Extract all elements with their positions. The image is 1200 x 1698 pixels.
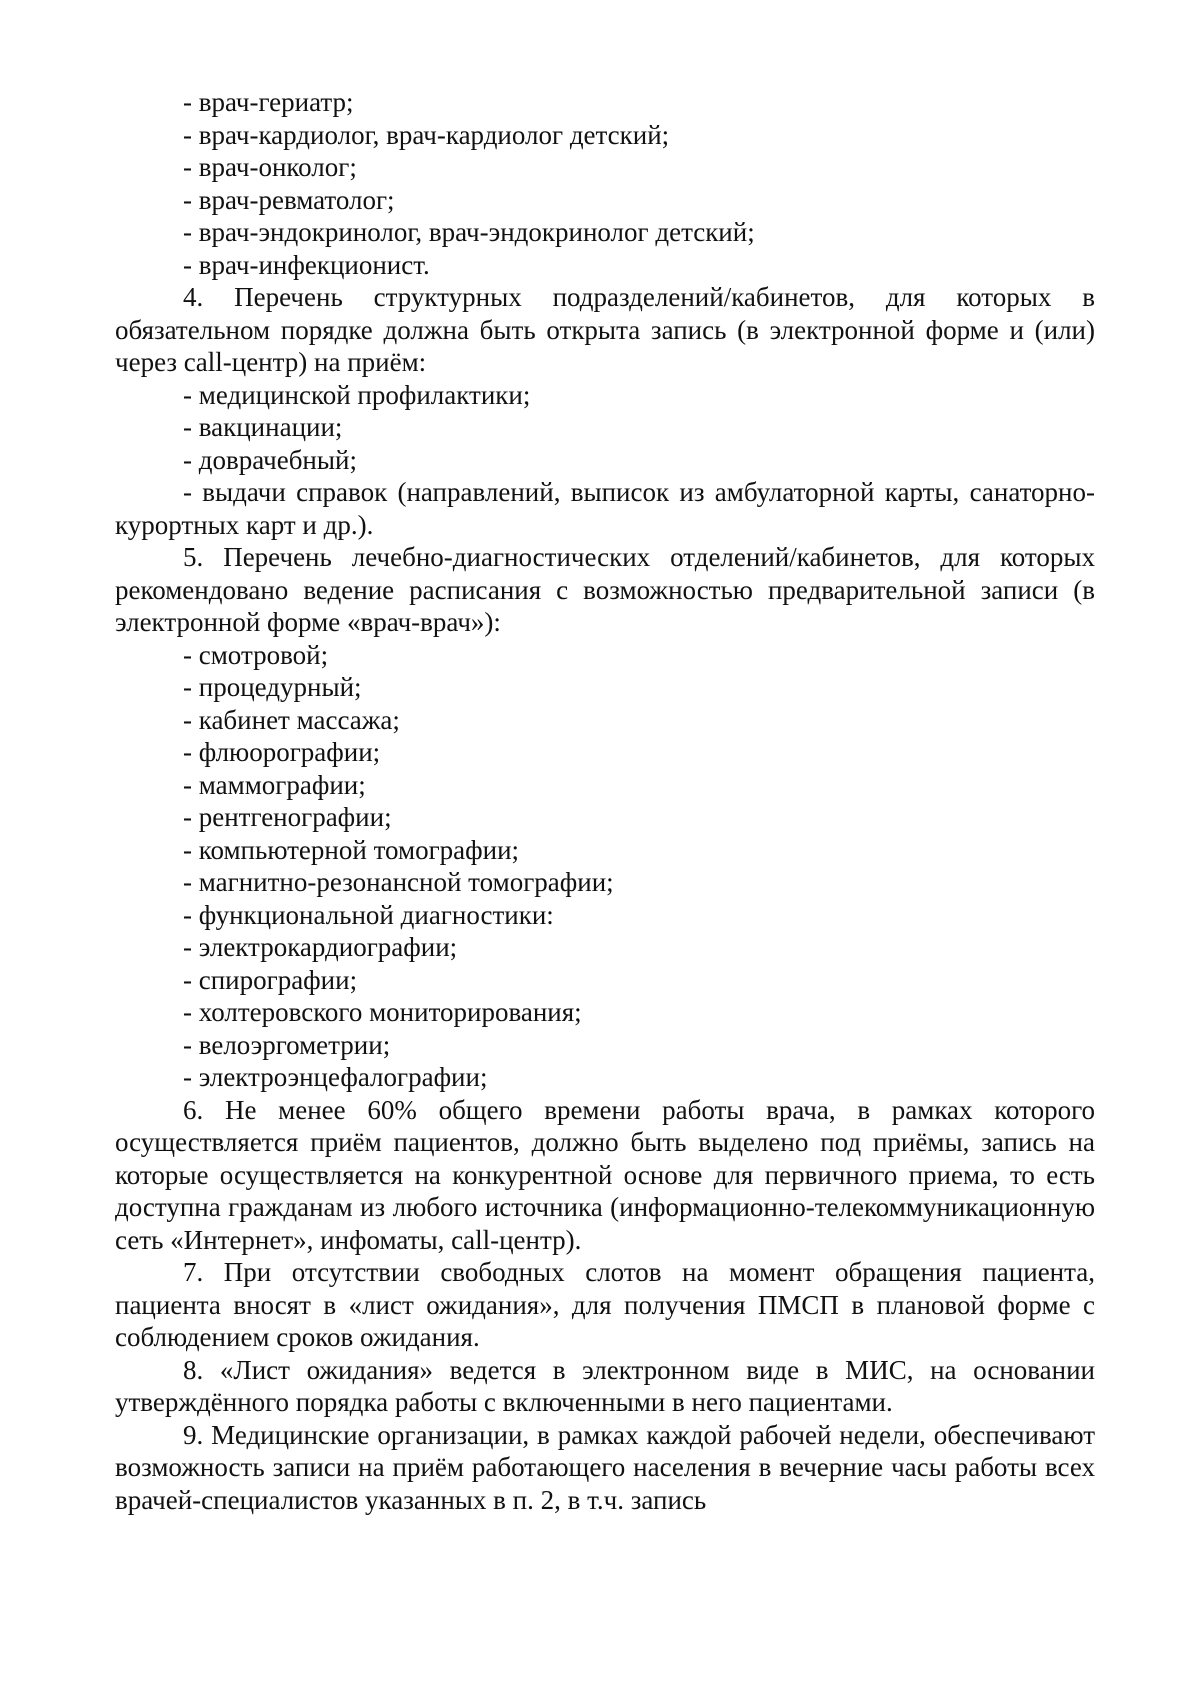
document-page — [115, 86, 1095, 1516]
paragraph-5: 5. Перечень лечебно-диагностических отделений/кабинетов, для которых рекомендовано ведение расписания с возможностью предварительной записи (в электронной форме «врач-врач»): — [115, 542, 1095, 637]
list-item: - врач-гериатр; — [183, 87, 354, 117]
list-item: - вакцинации; — [183, 412, 343, 442]
paragraph-7: 7. При отсутствии свободных слотов на момент обращения пациента, пациента вносят в «лист ожидания», для получения ПМСП в плановой форме с соблюдением сроков ожидания. — [115, 1257, 1095, 1352]
list-item: - электроэнцефалографии; — [183, 1062, 488, 1092]
list-item: - спирографии; — [183, 964, 358, 995]
list-item: - компьютерной томографии; — [183, 834, 520, 865]
list-item: - электрокардиографии; — [183, 932, 458, 962]
list-item: - врач-эндокринолог, врач-эндокринолог детский; — [183, 217, 755, 247]
list-item: - флюорографии; — [183, 737, 381, 767]
paragraph-6: 6. Не менее 60% общего времени работы врача, в рамках которого осуществляется приём пациентов, должно быть выделено под приёмы, запись на которые осуществляется на конкурентной основе для первичного приема, то есть доступна гражданам из любого источника (информационно-телекоммуникационную сеть «Интернет», инфоматы, call-центр). — [115, 1094, 1095, 1255]
list-item: - велоэргометрии; — [183, 1029, 391, 1060]
list-item: - выдачи справок (направлений, выписок из амбулаторной карты, санаторно-курортных карт и др.). — [115, 477, 1095, 540]
list-item: - врач-онколог; — [183, 152, 357, 182]
list-item: - холтеровского мониторирования; — [183, 997, 582, 1027]
paragraph-4: 4. Перечень структурных подразделений/кабинетов, для которых в обязательном порядке должна быть открыта запись (в электронной форме и (или) через call-центр) на приём: — [115, 282, 1095, 377]
list-item: - врач-ревматолог; — [183, 184, 395, 215]
list-item: - врач-кардиолог, врач-кардиолог детский; — [183, 119, 670, 150]
list-item: - рентгенографии; — [183, 802, 392, 832]
list-item: - врач-инфекционист. — [183, 249, 430, 280]
list-item: - функциональной диагностики: — [183, 899, 554, 930]
list-item: - кабинет массажа; — [183, 704, 400, 735]
list-item: - смотровой; — [183, 639, 329, 670]
list-item: - процедурный; — [183, 672, 362, 702]
paragraph-9: 9. Медицинские организации, в рамках каждой рабочей недели, обеспечивают возможность записи на приём работающего населения в вечерние часы работы всех врачей-специалистов указанных в п. 2, в т.ч. запись — [115, 1419, 1095, 1515]
paragraph-8: 8. «Лист ожидания» ведется в электронном виде в МИС, на основании утверждённого порядка работы с включенными в него пациентами. — [115, 1354, 1095, 1417]
list-item: - маммографии; — [183, 769, 366, 800]
list-item: - доврачебный; — [183, 444, 357, 475]
list-item: - магнитно-резонансной томографии; — [183, 867, 614, 897]
list-item: - медицинской профилактики; — [183, 379, 531, 410]
